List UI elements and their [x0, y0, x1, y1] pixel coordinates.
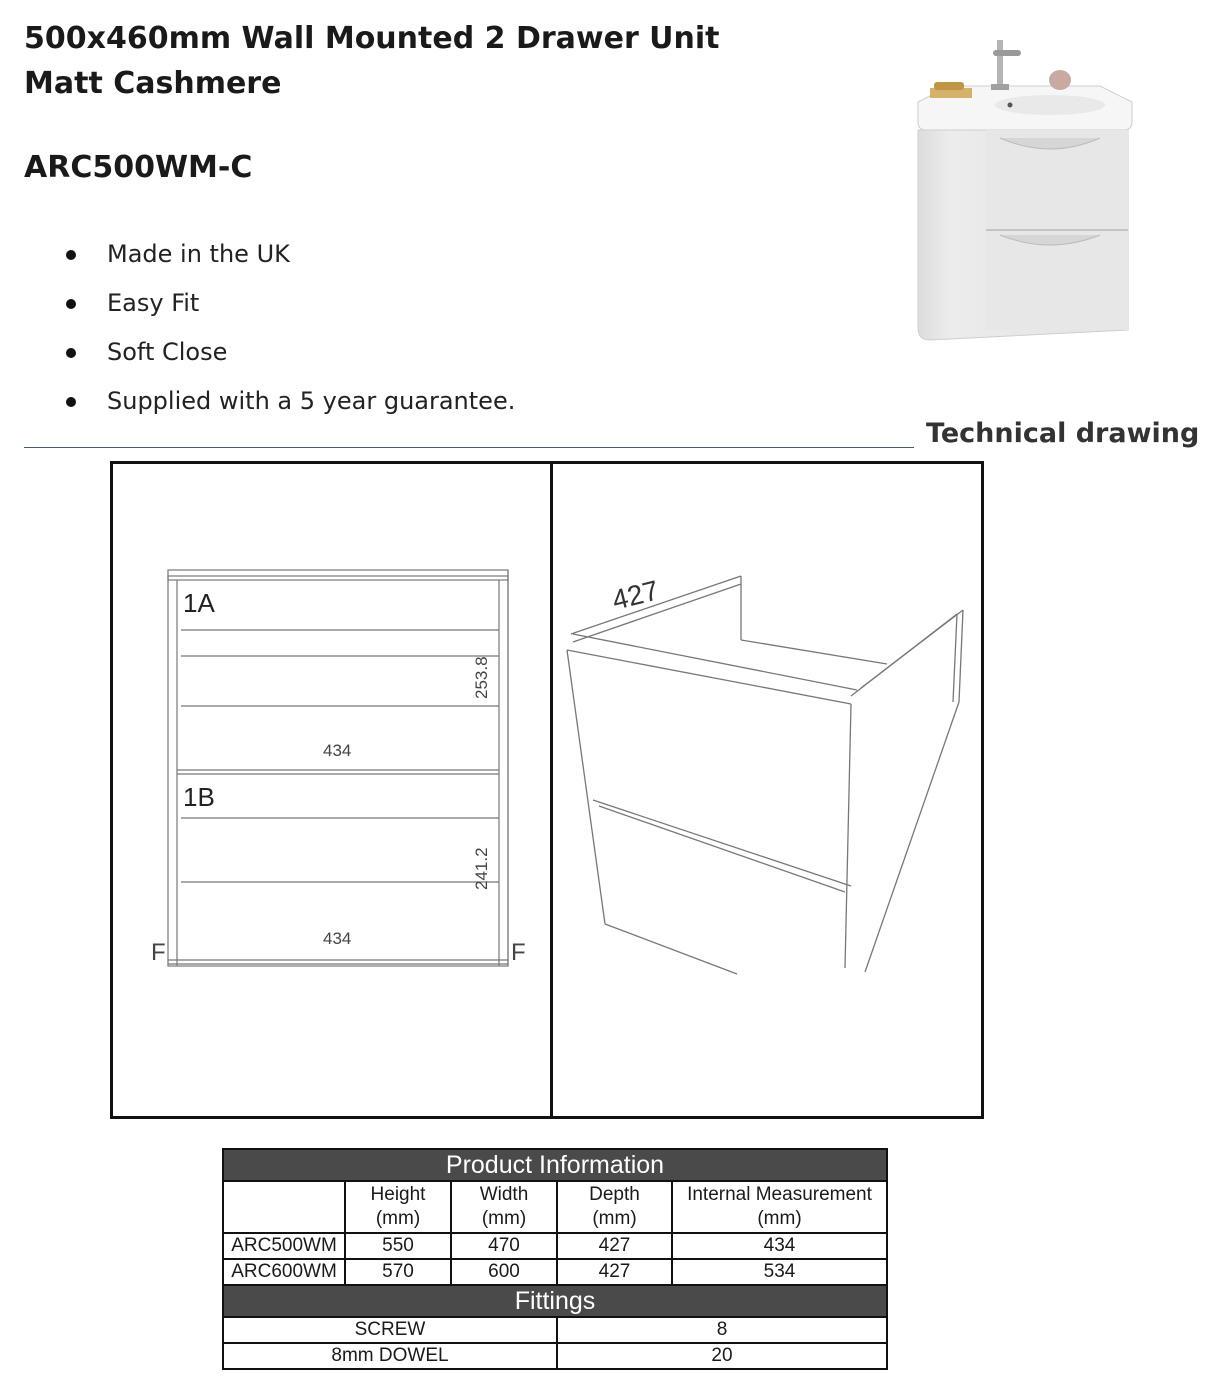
table-corner-cell — [223, 1181, 345, 1233]
feature-list — [60, 230, 515, 426]
model-cell: ARC600WM — [223, 1259, 345, 1285]
product-code: ARC500WM-C — [24, 150, 253, 185]
width-cell: 470 — [451, 1233, 557, 1259]
fitting-qty-cell: 20 — [557, 1343, 887, 1369]
column-header-unit: (mm) — [592, 1208, 637, 1229]
feature-text: Supplied with a 5 year guarantee. — [107, 387, 516, 415]
model-cell: ARC500WM — [223, 1233, 345, 1259]
fittings-heading-row — [223, 1285, 887, 1317]
fitting-qty-cell: 8 — [557, 1317, 887, 1343]
depth-cell: 427 — [557, 1233, 672, 1259]
column-header-unit: (mm) — [375, 1208, 421, 1229]
feature-item — [60, 328, 515, 377]
depth-cell: 427 — [557, 1259, 672, 1285]
isometric-view — [553, 464, 984, 1116]
front-marker-right: F — [511, 939, 526, 966]
feature-text: Soft Close — [107, 338, 228, 366]
drawer-1b-width: 434 — [323, 929, 352, 948]
column-header-top: Internal Measurement — [687, 1184, 872, 1205]
column-header-unit: (mm) — [757, 1208, 802, 1229]
width-cell: 600 — [451, 1259, 557, 1285]
column-header — [345, 1181, 451, 1233]
column-header-top: Depth — [589, 1184, 640, 1205]
fittings-heading: Fittings — [223, 1285, 887, 1317]
feature-item — [60, 279, 515, 328]
drawer-1b-label: 1B — [183, 782, 215, 812]
column-header-unit: (mm) — [481, 1208, 527, 1229]
section-heading: Technical drawing — [926, 418, 1200, 449]
height-cell: 570 — [345, 1259, 451, 1285]
product-info-table — [222, 1148, 888, 1370]
product-info-columns — [223, 1181, 887, 1233]
column-header-top: Width — [479, 1184, 529, 1205]
front-marker-left: F — [151, 939, 166, 966]
drawer-1a-label: 1A — [183, 588, 215, 618]
column-header-top: Height — [370, 1184, 426, 1205]
feature-item — [60, 377, 515, 426]
table-row — [223, 1233, 887, 1259]
product-title — [24, 16, 720, 106]
table-row — [223, 1317, 887, 1343]
feature-text: Easy Fit — [107, 289, 200, 317]
fitting-item-cell: SCREW — [223, 1317, 557, 1343]
table-row — [223, 1259, 887, 1285]
table-row — [223, 1343, 887, 1369]
section-divider — [24, 447, 914, 448]
column-header — [672, 1181, 887, 1233]
height-cell: 550 — [345, 1233, 451, 1259]
iso-depth-label: 427 — [608, 574, 662, 616]
internal-cell: 534 — [672, 1259, 887, 1285]
drawer-1a-height: 253.8 — [472, 656, 491, 699]
front-elevation — [113, 464, 550, 1116]
product-information — [222, 1148, 888, 1370]
bullet-icon — [66, 299, 76, 309]
feature-item — [60, 230, 515, 279]
product-title-line2: Matt Cashmere — [24, 66, 282, 101]
product-title-line1: 500x460mm Wall Mounted 2 Drawer Unit — [24, 21, 720, 56]
drawer-1a-width: 434 — [323, 741, 352, 760]
bullet-icon — [66, 348, 76, 358]
bullet-icon — [66, 250, 76, 260]
fitting-item-cell: 8mm DOWEL — [223, 1343, 557, 1369]
product-photo — [900, 30, 1160, 350]
internal-cell: 434 — [672, 1233, 887, 1259]
product-info-heading-row — [223, 1149, 887, 1181]
column-header — [557, 1181, 672, 1233]
drawer-1b-height: 241.2 — [472, 847, 491, 890]
bullet-icon — [66, 397, 76, 407]
product-info-heading: Product Information — [223, 1149, 887, 1181]
column-header — [451, 1181, 557, 1233]
technical-drawing — [110, 461, 984, 1119]
feature-text: Made in the UK — [107, 240, 290, 268]
